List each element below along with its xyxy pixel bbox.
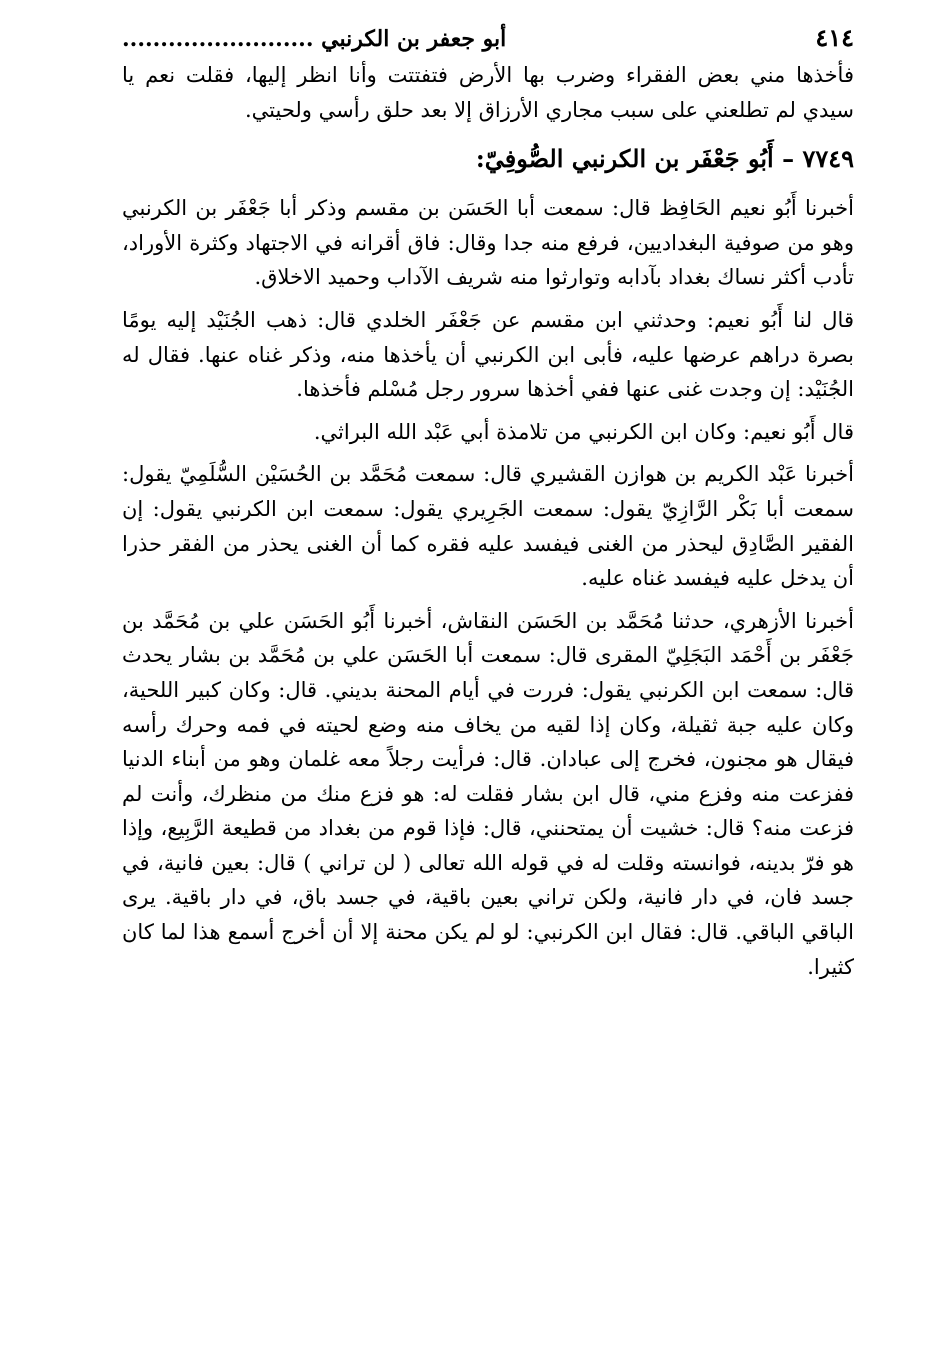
page-number: ٤١٤ [815,23,854,52]
body-paragraph: قال أَبُو نعيم: وكان ابن الكرنبي من تلامذة أبي عَبْد الله البراثي. [313,419,854,444]
body-paragraph: قال لنا أَبُو نعيم: وحدثني ابن مقسم عن جَعْفَر الخلدي قال: ذهب الجُنَيْد إليه يومًا بصرة دراهم عرضها عليه، فأبى ابن الكرنبي أن يأخذها منه، وذكر غناه عنها. فقال له الجُنَيْد: إن وجدت غنى عنها ففي أخذها سرور رجل مُسْلم فأخذها. [122,307,854,402]
body-paragraph: أخبرنا الأزهري، حدثنا مُحَمَّد بن الحَسَن النقاش، أخبرنا أَبُو الحَسَن علي بن مُحَمَّد بن جَعْفَر بن أَحْمَد البَجَلِيّ المقرى قال: سمعت أبا الحَسَن علي بن مُحَمَّد بن بشار يحدث قال: سمعت ابن الكرنبي يقول: فررت في أيام المحنة بديني. قال: وكان كبير اللحية، وكان عليه جبة ثقيلة، وكان إذا لقيه من يخاف منه وضع لحيته في فمه وحرك رأسه فيقال هو مجنون، فخرج إلى عبادان. قال: فرأيت رجلاً معه غلمان وهو من أبناء الدنيا ففزعت منه وفزع مني، قال ابن بشار فقلت له: هو فزع منك من منظرك، وأنت لم فزعت منه؟ قال: خشيت أن يمتحنني، قال: فإذا قوم من بغداد من قطيعة الرَّبِيع، وإذا هو فرّ بدينه، فوانسته وقلت له في قوله الله تعالى ( لن تراني ) قال: بعين فانية، في جسد فان، في دار فانية، ولكن تراني بعين باقية، في جسد باق، في دار باقية. يرى الباقي الباقي. قال: فقال ابن الكرنبي: لو لم يكن محنة إلا أن أخرج أسمع هذا لما كان كثيرا. [122,608,854,979]
body-paragraph: أخبرنا أَبُو نعيم الحَافِظ قال: سمعت أبا الحَسَن بن مقسم وذكر أبا جَعْفَر بن الكرنبي وهو من صوفية البغداديين، فرفع منه جدا وقال: فاق أقرانه في الاجتهاد وكثرة الأوراد، تأدب أكثر نساك بغداد بآدابه وتوارثوا منه شريف الآداب وحميد الاخلاق. [122,196,854,290]
running-title: أبو جعفر بن الكرنبي ......................... [122,26,507,52]
body-paragraph: أخبرنا عَبْد الكريم بن هوازن القشيري قال: سمعت مُحَمَّد بن الحُسَيْن السُّلَمِيّ يقول: سمعت أبا بَكْر الرَّازِيّ يقول: سمعت الجَرِيري يقول: سمعت ابن الكرنبي يقول: إن الفقير الصَّادِق ليحذر من الغنى فيفسد عليه فقره كما أن الغنى يحذر من الفقر حذرا أن يدخل عليه فيفسد غناه عليه. [122,462,854,591]
running-header [122,18,854,58]
book-page [122,18,854,984]
entry-heading: ٧٧٤٩ – أَبُو جَعْفَر بن الكرنبي الصُّوفِيّ: [475,144,854,174]
continued-paragraph: فأخذها مني بعض الفقراء وضرب بها الأرض فتفتتت وأنا انظر إليها، فقلت نعم يا سيدي لم تطلعني على سبب مجاري الأرزاق إلا بعد حلق رأسي ولحيتي. [122,63,854,122]
